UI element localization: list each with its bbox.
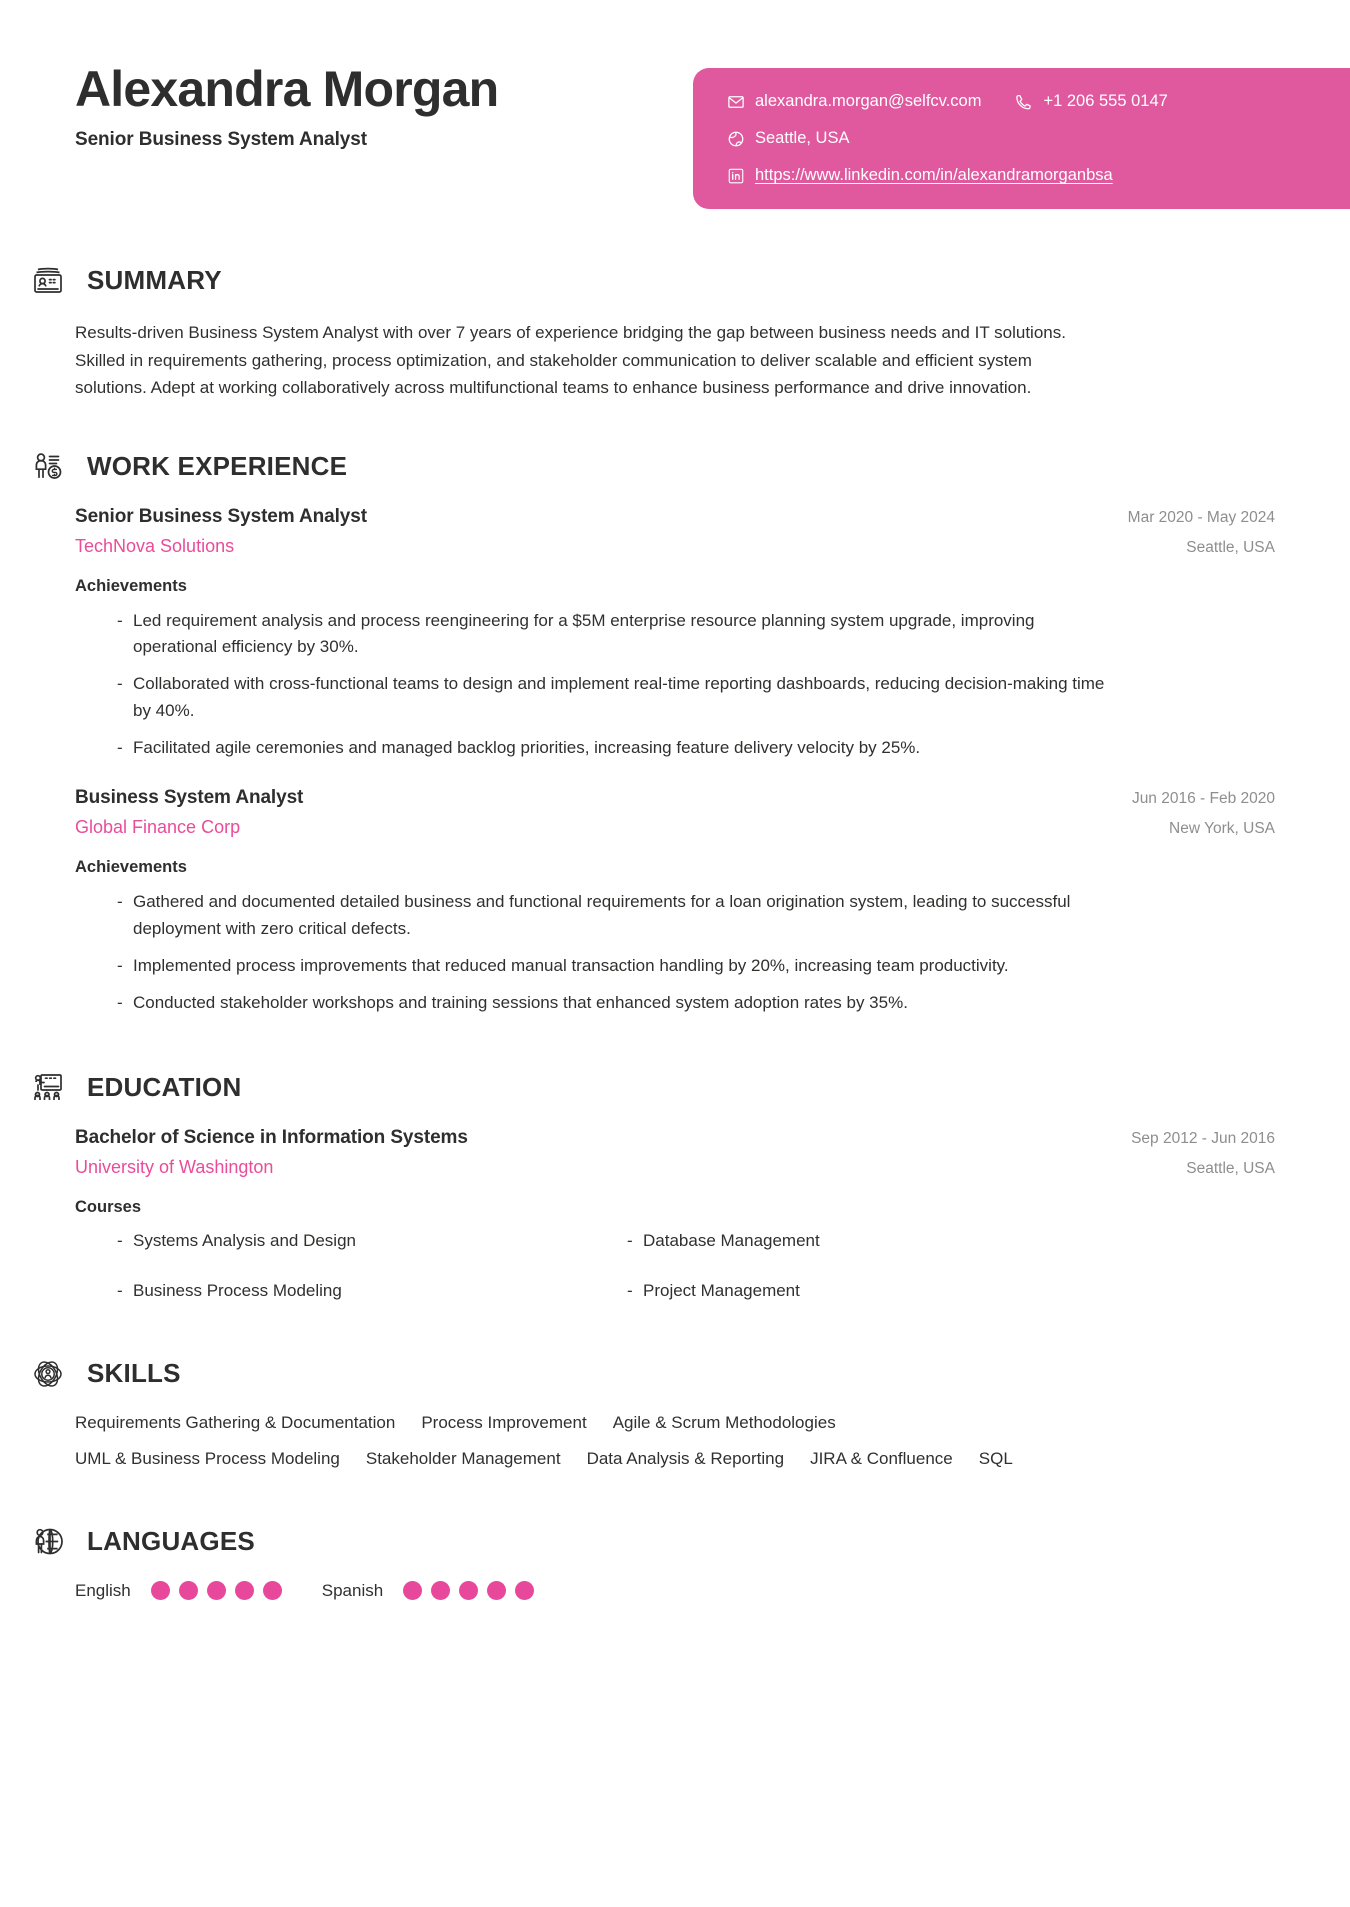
languages-list [75, 1581, 1275, 1601]
work-entry [75, 506, 1275, 762]
section-summary [0, 259, 1350, 402]
linkedin-icon [727, 167, 745, 185]
education-entry [75, 1127, 1275, 1301]
work-entry-bullets [75, 889, 1275, 1016]
level-dot [487, 1581, 506, 1600]
education-entry-top [75, 1127, 1275, 1149]
section-work-experience [0, 446, 1350, 1017]
section-title-work-experience: WORK EXPERIENCE [87, 451, 348, 482]
contact-email[interactable] [727, 90, 981, 113]
person-money-icon [27, 446, 69, 488]
work-entry-location: New York, USA [1169, 820, 1275, 838]
skill-item: Process Improvement [421, 1412, 587, 1432]
language-item [322, 1581, 534, 1601]
skill-item: SQL [978, 1448, 1013, 1468]
work-entry-location: Seattle, USA [1186, 538, 1275, 556]
bullet-item: - Facilitated agile ceremonies and managed backlog priorities, increasing feature delivery velocity by 25%. [117, 735, 1107, 761]
level-dot [431, 1581, 450, 1600]
header-job-title: Senior Business System Analyst [75, 129, 367, 150]
education-entry-date: Sep 2012 - Jun 2016 [1131, 1129, 1275, 1147]
section-title-skills: SKILLS [87, 1358, 181, 1389]
work-experience-header [27, 446, 1275, 488]
work-entry-date: Jun 2016 - Feb 2020 [1131, 790, 1275, 808]
skill-item: Stakeholder Management [365, 1448, 561, 1468]
work-entry-sub [75, 817, 1275, 838]
education-entry-title: Bachelor of Science in Information Systems [75, 1126, 468, 1148]
atom-icon [27, 1353, 69, 1395]
classroom-icon [27, 1067, 69, 1109]
course-item: - Business Process Modeling [117, 1281, 627, 1301]
resume-header [0, 0, 1350, 225]
education-entry-sub [75, 1157, 1275, 1178]
bullet-item: - Gathered and documented detailed business and functional requirements for a loan origination system, leading to successful deployment with zero critical defects. [117, 889, 1107, 942]
id-card-icon [27, 259, 69, 301]
contact-row-linkedin [727, 164, 1322, 187]
page-title: Alexandra Morgan [75, 61, 499, 117]
skill-item: UML & Business Process Modeling [75, 1448, 340, 1468]
level-dot [207, 1581, 226, 1600]
course-item: - Project Management [627, 1281, 1275, 1301]
identity-block [75, 62, 498, 151]
level-dot [179, 1581, 198, 1600]
language-level-dots [403, 1581, 534, 1600]
level-dot [403, 1581, 422, 1600]
section-title-languages: LANGUAGES [87, 1526, 255, 1557]
bullet-item: - Led requirement analysis and process reengineering for a $5M enterprise resource planning system upgrade, improving operational efficiency by 30%. [117, 608, 1107, 661]
course-item: - Database Management [627, 1231, 1275, 1251]
contact-linkedin-value[interactable]: https://www.linkedin.com/in/alexandramorganbsa [755, 166, 1113, 185]
skills-header [27, 1353, 1275, 1395]
section-title-summary: SUMMARY [87, 264, 222, 295]
contact-phone-value: +1 206 555 0147 [1043, 92, 1168, 110]
languages-header [27, 1521, 1275, 1563]
skill-item: Requirements Gathering & Documentation [75, 1412, 396, 1432]
education-entry-organization: University of Washington [75, 1156, 274, 1177]
section-languages [0, 1521, 1350, 1601]
work-entry-sub-label: Achievements [75, 858, 187, 877]
work-entry-bullets [75, 608, 1275, 762]
contact-location-value: Seattle, USA [755, 129, 850, 148]
work-entry-organization: TechNova Solutions [75, 535, 235, 556]
courses-grid [75, 1231, 1275, 1301]
section-education [0, 1067, 1350, 1301]
education-entry-location: Seattle, USA [1186, 1159, 1275, 1177]
language-name: Spanish [321, 1580, 384, 1600]
work-entry-title: Business System Analyst [75, 787, 304, 809]
language-name: English [75, 1580, 131, 1600]
work-entry [75, 787, 1275, 1016]
bullet-item: - Collaborated with cross-functional teams to design and implement real-time reporting dashboards, reducing decision-making time by 40%. [117, 671, 1107, 724]
globe-pin-icon [727, 130, 745, 148]
level-dot [235, 1581, 254, 1600]
work-entry-sub [75, 536, 1275, 557]
contact-linkedin[interactable] [727, 164, 1113, 187]
contact-row-location [727, 127, 1322, 150]
person-globe-icon [27, 1521, 69, 1563]
contact-row-primary [727, 90, 1322, 113]
skill-item: Data Analysis & Reporting [586, 1448, 785, 1468]
level-dot [515, 1581, 534, 1600]
language-level-dots [151, 1581, 282, 1600]
skills-list [75, 1413, 1095, 1469]
course-item: - Systems Analysis and Design [117, 1231, 627, 1251]
work-entry-top [75, 787, 1275, 809]
summary-text: Results-driven Business System Analyst with over 7 years of experience bridging the gap between business needs and IT solutions. Skilled in requirements gathering, process optimization, and stakeholder communication to deliver scalable and efficient system solutions. Adept at working collaboratively across multifunctional teams to enhance business performance and drive innovation. [75, 323, 1066, 398]
work-entry-date: Mar 2020 - May 2024 [1127, 508, 1275, 526]
skill-item: Agile & Scrum Methodologies [612, 1412, 836, 1432]
contact-email-value: alexandra.morgan@selfcv.com [755, 92, 982, 110]
contact-location [727, 127, 849, 150]
bullet-item: - Implemented process improvements that reduced manual transaction handling by 20%, increasing team productivity. [117, 953, 1107, 979]
skill-item: JIRA & Confluence [810, 1448, 953, 1468]
bullet-item: - Conducted stakeholder workshops and training sessions that enhanced system adoption rates by 35%. [117, 990, 1107, 1016]
work-entry-sub-label: Achievements [75, 576, 187, 595]
language-item [75, 1581, 282, 1601]
phone-icon [1015, 93, 1033, 111]
level-dot [263, 1581, 282, 1600]
contact-card [693, 68, 1350, 209]
contact-phone[interactable] [1015, 90, 1167, 113]
work-entry-top [75, 506, 1275, 528]
section-title-education: EDUCATION [87, 1072, 242, 1103]
envelope-icon [727, 93, 745, 111]
work-entry-organization: Global Finance Corp [75, 817, 241, 838]
level-dot [151, 1581, 170, 1600]
level-dot [459, 1581, 478, 1600]
education-header [27, 1067, 1275, 1109]
work-entry-title: Senior Business System Analyst [75, 505, 367, 527]
education-entry-sub-label: Courses [75, 1197, 142, 1216]
summary-header [27, 259, 1275, 301]
section-skills [0, 1353, 1350, 1469]
